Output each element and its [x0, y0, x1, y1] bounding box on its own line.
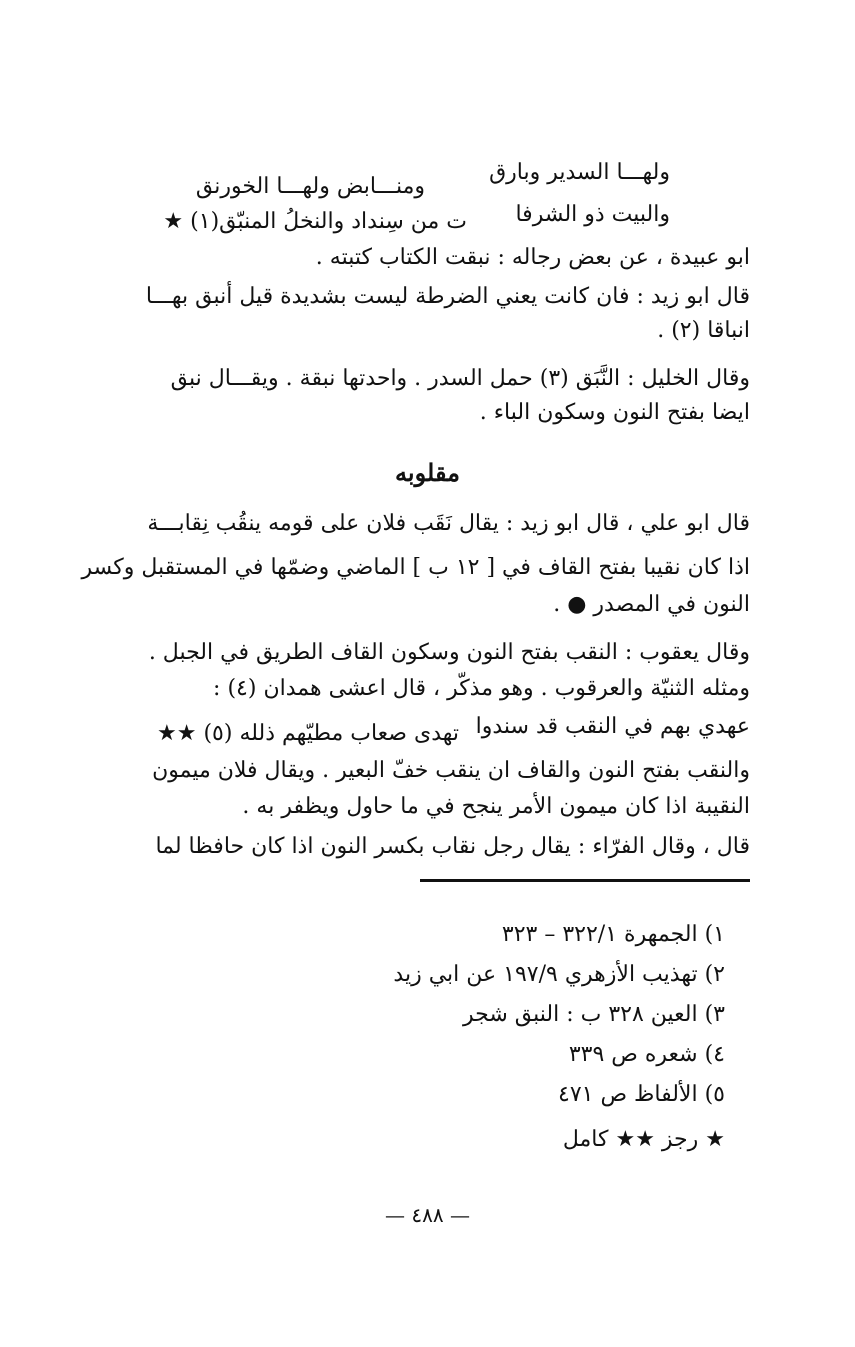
para3-line-1: قال ابو علي ، قال ابو زيد : يقال نَقَب فلان على قومه ينقُب نِقابـــة: [147, 511, 750, 536]
para4-line-1: وقال يعقوب : النقب بفتح النون وسكون القاف الطريق في الجبل .: [148, 640, 750, 665]
footnote-5: ٥) الألفاظ ص ٤٧١: [558, 1082, 725, 1107]
footnote-1: ١) الجمهرة ٣٢٢/١ – ٣٢٣: [501, 922, 725, 947]
para2-line-2: ايضا بفتح النون وسكون الباء .: [479, 400, 750, 425]
para5-line-2: النقيبة اذا كان ميمون الأمر ينجح في ما حاول ويظفر به .: [242, 794, 750, 819]
para3-line-2: اذا كان نقيبا بفتح القاف في [ ١٢ ب ] الماضي وضمّها في المستقبل وكسر: [81, 555, 750, 580]
para5-line-1: والنقب بفتح النون والقاف ان ينقب خفّ البعير . ويقال فلان ميمون: [152, 758, 750, 783]
para2-line-1: وقال الخليل : النَّبَق (٣) حمل السدر . واحدتها نبقة . ويقـــال نبق: [170, 366, 750, 391]
para1-line-2: قال ابو زيد : فان كانت يعني الضرطة ليست بشديدة قيل أنبق بهـــا: [145, 284, 750, 309]
para1-line-1: ابو عبيدة ، عن بعض رجاله : نبقت الكتاب كتبته .: [315, 245, 750, 270]
section-heading: مقلوبه: [395, 458, 460, 487]
poem2-first-hemistich: عهدي بهم في النقب قد سندوا: [475, 714, 750, 739]
poem1-verse1-second-hemistich: ومنـــابض ولهـــا الخورنق: [195, 174, 425, 199]
poem2-second-hemistich: تهدى صعاب مطيّهم ذلله (٥) ★★: [157, 721, 459, 746]
meter-legend: ★ رجز ★★ كامل: [562, 1127, 725, 1152]
para1-line-3: انباقا (٢) .: [657, 318, 750, 343]
para3-line-3: النون في المصدر ● .: [553, 592, 750, 617]
page-number: — ٤٨٨ —: [385, 1203, 470, 1227]
poem1-verse1-first-hemistich: ولهـــا السدير وبارق: [489, 160, 670, 185]
para4-line-2: ومثله الثنيّة والعرقوب . وهو مذكّر ، قال اعشى همدان (٤) :: [213, 676, 750, 701]
footnote-separator: [420, 879, 750, 882]
poem1-verse2-first-hemistich: والبيت ذو الشرفا: [515, 202, 670, 227]
footnote-4: ٤) شعره ص ٣٣٩: [568, 1042, 725, 1067]
poem1-verse2-second-hemistich: ت من سِنداد والنخلُ المنبّق(١) ★: [163, 209, 467, 234]
para5-line-3: قال ، وقال الفرّاء : يقال رجل نقاب بكسر النون اذا كان حافظا لما: [155, 834, 750, 859]
footnote-3: ٣) العين ٣٢٨ ب : النبق شجر: [463, 1002, 725, 1027]
footnote-2: ٢) تهذيب الأزهري ١٩٧/٩ عن ابي زيد: [393, 962, 725, 987]
